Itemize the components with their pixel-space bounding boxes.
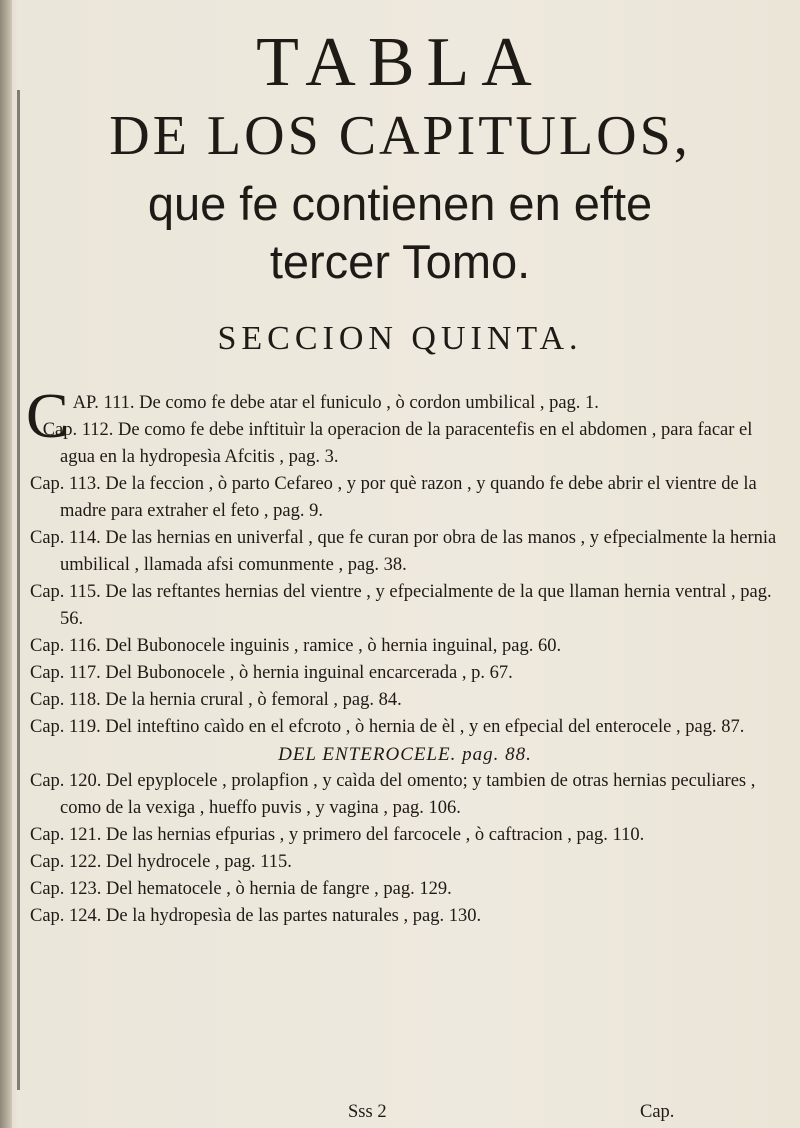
chapter-entry: Cap. 121. De las hernias efpurias , y primero del farcocele , ò caftracion , pag. 110. bbox=[30, 825, 645, 845]
chapter-entry: Cap. 112. De como fe debe inftituìr la operacion de la paracentefis en el abdomen , para facar el agua en la hydropesìa Afcitis , pag. 3. bbox=[42, 420, 753, 467]
chapter-entry: Cap. 117. Del Bubonocele , ò hernia inguinal encarcerada , p. 67. bbox=[30, 663, 513, 683]
title-line-contienen: que fe contienen en efte bbox=[147, 177, 653, 230]
title-line-capitulos: DE LOS CAPITULOS, bbox=[109, 105, 691, 167]
chapter-entry: Cap. 114. De las hernias en univerfal , que fe curan por obra de las manos , y efpecialmente la hernia umbilical , llamada afsi comunmente , pag. 38. bbox=[30, 528, 777, 575]
chapter-entry: Cap. 113. De la feccion , ò parto Cefareo , y por què razon , y quando fe debe abrir el vientre de la madre para extraher el feto , pag. 9. bbox=[30, 474, 757, 521]
subsection-title: DEL ENTEROCELE. pag. 88. bbox=[278, 744, 532, 765]
page-footer bbox=[0, 1102, 800, 1128]
section-heading: SECCION QUINTA. bbox=[217, 320, 583, 357]
chapter-entry: Cap. 124. De la hydropesìa de las partes naturales , pag. 130. bbox=[30, 906, 482, 926]
chapter-entry: Cap. 119. Del inteftino caìdo en el efcroto , ò hernia de èl , y en efpecial del enterocele , pag. 87. bbox=[30, 717, 745, 737]
catchword: Cap. bbox=[640, 1102, 675, 1122]
book-spine bbox=[0, 0, 12, 1128]
chapter-list bbox=[26, 380, 780, 930]
chapter-entry: Cap. 123. Del hematocele , ò hernia de fangre , pag. 129. bbox=[30, 879, 452, 899]
drop-cap: C bbox=[26, 380, 69, 451]
title-line-tomo: tercer Tomo. bbox=[269, 235, 531, 288]
chapter-entry: Cap. 122. Del hydrocele , pag. 115. bbox=[30, 852, 292, 872]
signature-mark: Sss 2 bbox=[348, 1102, 387, 1122]
chapter-entry: Cap. 115. De las reftantes hernias del vientre , y efpecialmente de la que llaman hernia ventral , pag. 56. bbox=[30, 582, 772, 629]
chapter-entry: Cap. 116. Del Bubonocele inguinis , ramice , ò hernia inguinal, pag. 60. bbox=[30, 636, 562, 656]
chapter-entry: Cap. 120. Del epyplocele , prolapfion , y caìda del omento; y tambien de otras hernias peculiares , como de la vexiga , hueffo puvis , y vagina , pag. 106. bbox=[30, 771, 756, 818]
chapter-entry-text: AP. 111. De como fe debe atar el funiculo , ò cordon umbilical , pag. 1. bbox=[72, 393, 599, 413]
chapter-entry: Cap. 118. De la hernia crural , ò femoral , pag. 84. bbox=[30, 690, 402, 710]
page-title: TABLA bbox=[256, 24, 544, 101]
